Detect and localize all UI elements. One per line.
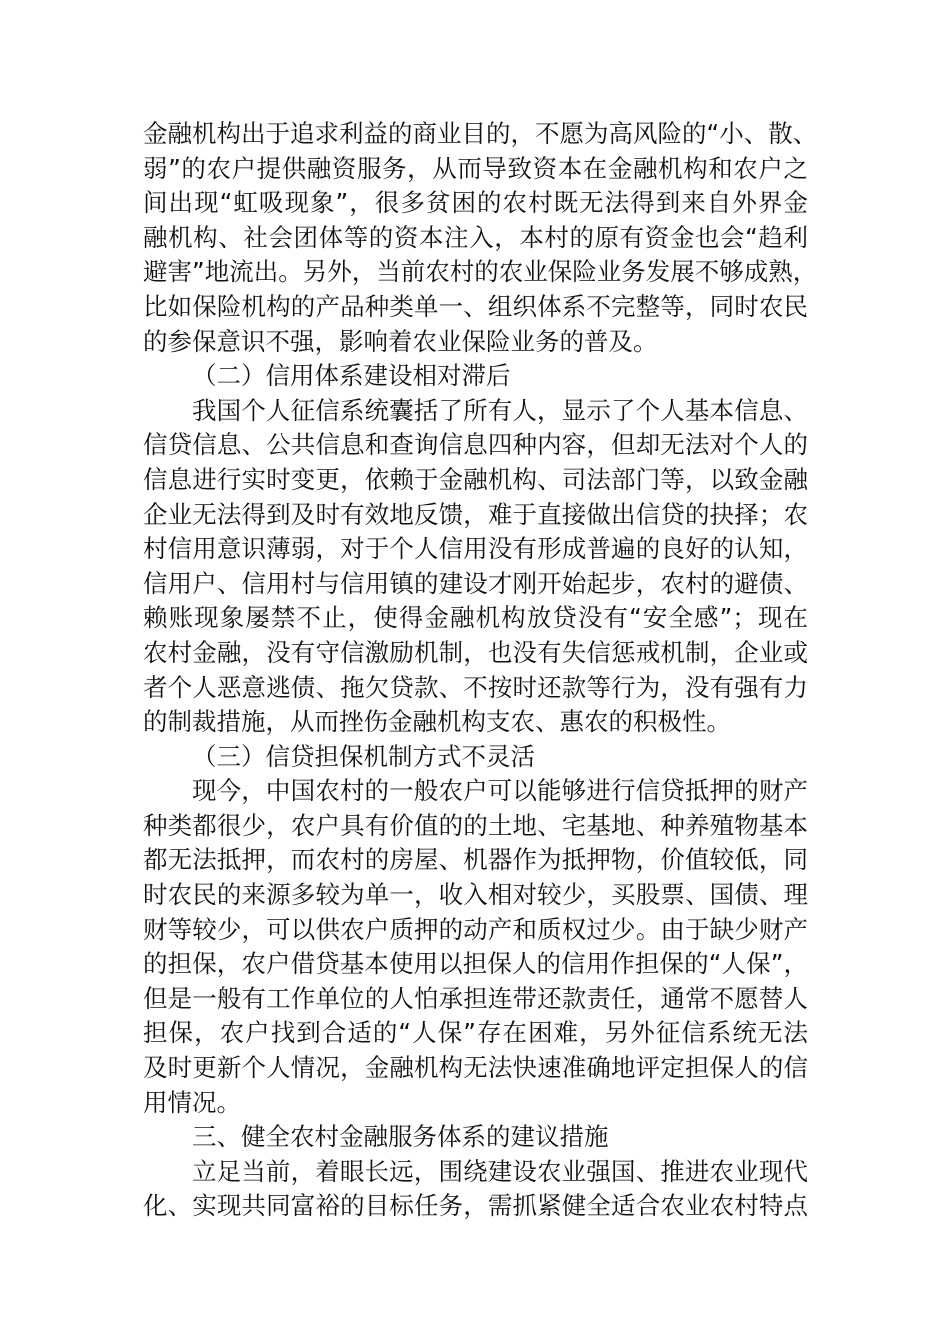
text-line: 比如保险机构的产品种类单一、组织体系不完整等，同时农民: [143, 291, 808, 321]
paragraph-guarantee: [143, 774, 808, 1120]
document-page: [143, 117, 818, 1224]
text-line: 用情况。: [143, 1087, 241, 1117]
text-line: 信贷信息、公共信息和查询信息四种内容，但却无法对个人的: [143, 430, 808, 460]
text-line: 者个人恶意逃债、拖欠贷款、不按时还款等行为，没有强有力: [143, 672, 808, 702]
text-line: 间出现“虹吸现象”，很多贫困的农村既无法得到来自外界金: [143, 188, 808, 218]
text-line: 弱”的农户提供融资服务，从而导致资本在金融机构和农户之: [143, 153, 808, 183]
section-heading-2: （二）信用体系建设相对滞后: [192, 361, 511, 391]
text-line: 化、实现共同富裕的目标任务，需抓紧健全适合农业农村特点: [143, 1191, 808, 1221]
text-line: 种类都很少，农户具有价值的的土地、宅基地、种养殖物基本: [143, 810, 808, 840]
text-line: 时农民的来源多较为单一，收入相对较少，买股票、国债、理: [143, 880, 808, 910]
text-line: 赖账现象屡禁不止，使得金融机构放贷没有“安全感”；现在: [143, 603, 808, 633]
section-heading-measures: 三、健全农村金融服务体系的建议措施: [192, 1122, 609, 1152]
text-line: 企业无法得到及时有效地反馈，难于直接做出信贷的抉择；农: [143, 499, 808, 529]
text-line: 担保，农户找到合适的“人保”存在困难，另外征信系统无法: [143, 1018, 808, 1048]
text-line: 的制裁措施，从而挫伤金融机构支农、惠农的积极性。: [143, 707, 731, 737]
text-line: 信息进行实时变更，依赖于金融机构、司法部门等，以致金融: [143, 464, 808, 494]
section-heading-3: （三）信贷担保机制方式不灵活: [192, 741, 535, 771]
text-line: 的参保意识不强，影响着农业保险业务的普及。: [143, 326, 658, 356]
text-line: 农村金融，没有守信激励机制，也没有失信惩戒机制，企业或: [143, 637, 808, 667]
paragraph-credit-system: [143, 394, 808, 740]
text-line: 财等较少，可以供农户质押的动产和质权过少。由于缺少财产: [143, 914, 808, 944]
text-line: 立足当前，着眼长远，围绕建设农业强国、推进农业现代: [192, 1156, 808, 1186]
text-line: 的担保，农户借贷基本使用以担保人的信用作担保的“人保”，: [143, 949, 808, 979]
text-line: 信用户、信用村与信用镇的建设才刚开始起步，农村的避债、: [143, 568, 808, 598]
paragraph-measures: [143, 1155, 808, 1224]
text-line: 金融机构出于追求利益的商业目的，不愿为高风险的“小、散、: [143, 119, 818, 148]
text-line: 融机构、社会团体等的资本注入，本村的原有资金也会“趋利: [143, 222, 808, 252]
text-line: 及时更新个人情况，金融机构无法快速准确地评定担保人的信: [143, 1053, 808, 1083]
text-line: 避害”地流出。另外，当前农村的农业保险业务发展不够成熟，: [143, 257, 818, 287]
text-line: 村信用意识薄弱，对于个人信用没有形成普遍的良好的认知，: [143, 534, 808, 564]
text-line: 都无法抵押，而农村的房屋、机器作为抵押物，价值较低，同: [143, 845, 808, 875]
text-line: 我国个人征信系统囊括了所有人，显示了个人基本信息、: [192, 395, 808, 425]
text-line: 但是一般有工作单位的人怕承担连带还款责任，通常不愿替人: [143, 983, 808, 1013]
text-line: 现今，中国农村的一般农户可以能够进行信贷抵押的财产: [192, 776, 808, 806]
paragraph-continued: [143, 117, 818, 359]
